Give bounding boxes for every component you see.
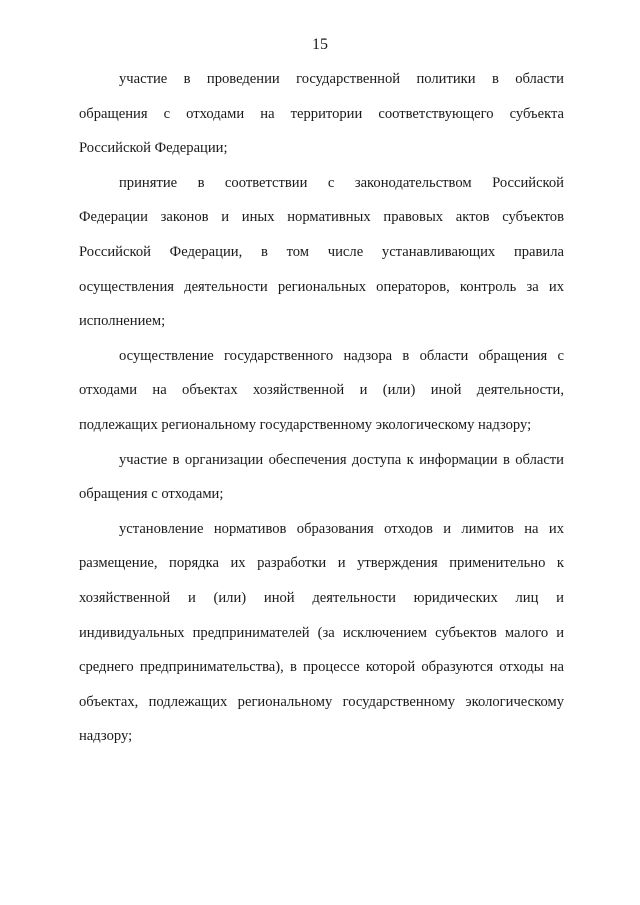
text-line: надзору; [79, 728, 133, 745]
text-line: осуществления деятельности региональных операторов, контроль за их [79, 278, 564, 295]
text-line: обращения с отходами на территории соответствующего субъекта [79, 105, 564, 122]
text-line: среднего предпринимательства), в процессе которой образуются отходы на [79, 659, 564, 676]
text-line: осуществление государственного надзора в области обращения с [119, 347, 564, 364]
text-line: подлежащих региональному государственному экологическому надзору; [79, 416, 532, 433]
text-line: обращения с отходами; [79, 486, 224, 503]
text-line: объектах, подлежащих региональному государственному экологическому [79, 693, 564, 710]
paragraph-4 [79, 443, 564, 512]
paragraph-5 [79, 512, 564, 754]
text-line: Российской Федерации, в том числе устанавливающих правила [79, 243, 564, 260]
text-line: исполнением; [79, 313, 166, 330]
text-line: хозяйственной и (или) иной деятельности юридических лиц и [79, 589, 564, 606]
text-line: установление нормативов образования отходов и лимитов на их [119, 520, 564, 537]
text-line: размещение, порядка их разработки и утверждения применительно к [79, 555, 564, 572]
text-line: Российской Федерации; [79, 140, 228, 157]
text-line: участие в организации обеспечения доступа к информации в области [119, 451, 564, 468]
paragraph-2 [79, 166, 564, 339]
text-line: участие в проведении государственной политики в области [119, 71, 564, 87]
paragraph-3 [79, 339, 564, 443]
page-number: 15 [312, 36, 328, 53]
paragraph-1 [79, 62, 564, 166]
text-line: принятие в соответствии с законодательством Российской [119, 174, 564, 191]
text-line: Федерации законов и иных нормативных правовых актов субъектов [79, 209, 564, 226]
document-body [79, 62, 564, 754]
text-line: индивидуальных предпринимателей (за исключением субъектов малого и [79, 624, 564, 641]
text-line: отходами на объектах хозяйственной и (или) иной деятельности, [79, 382, 564, 399]
